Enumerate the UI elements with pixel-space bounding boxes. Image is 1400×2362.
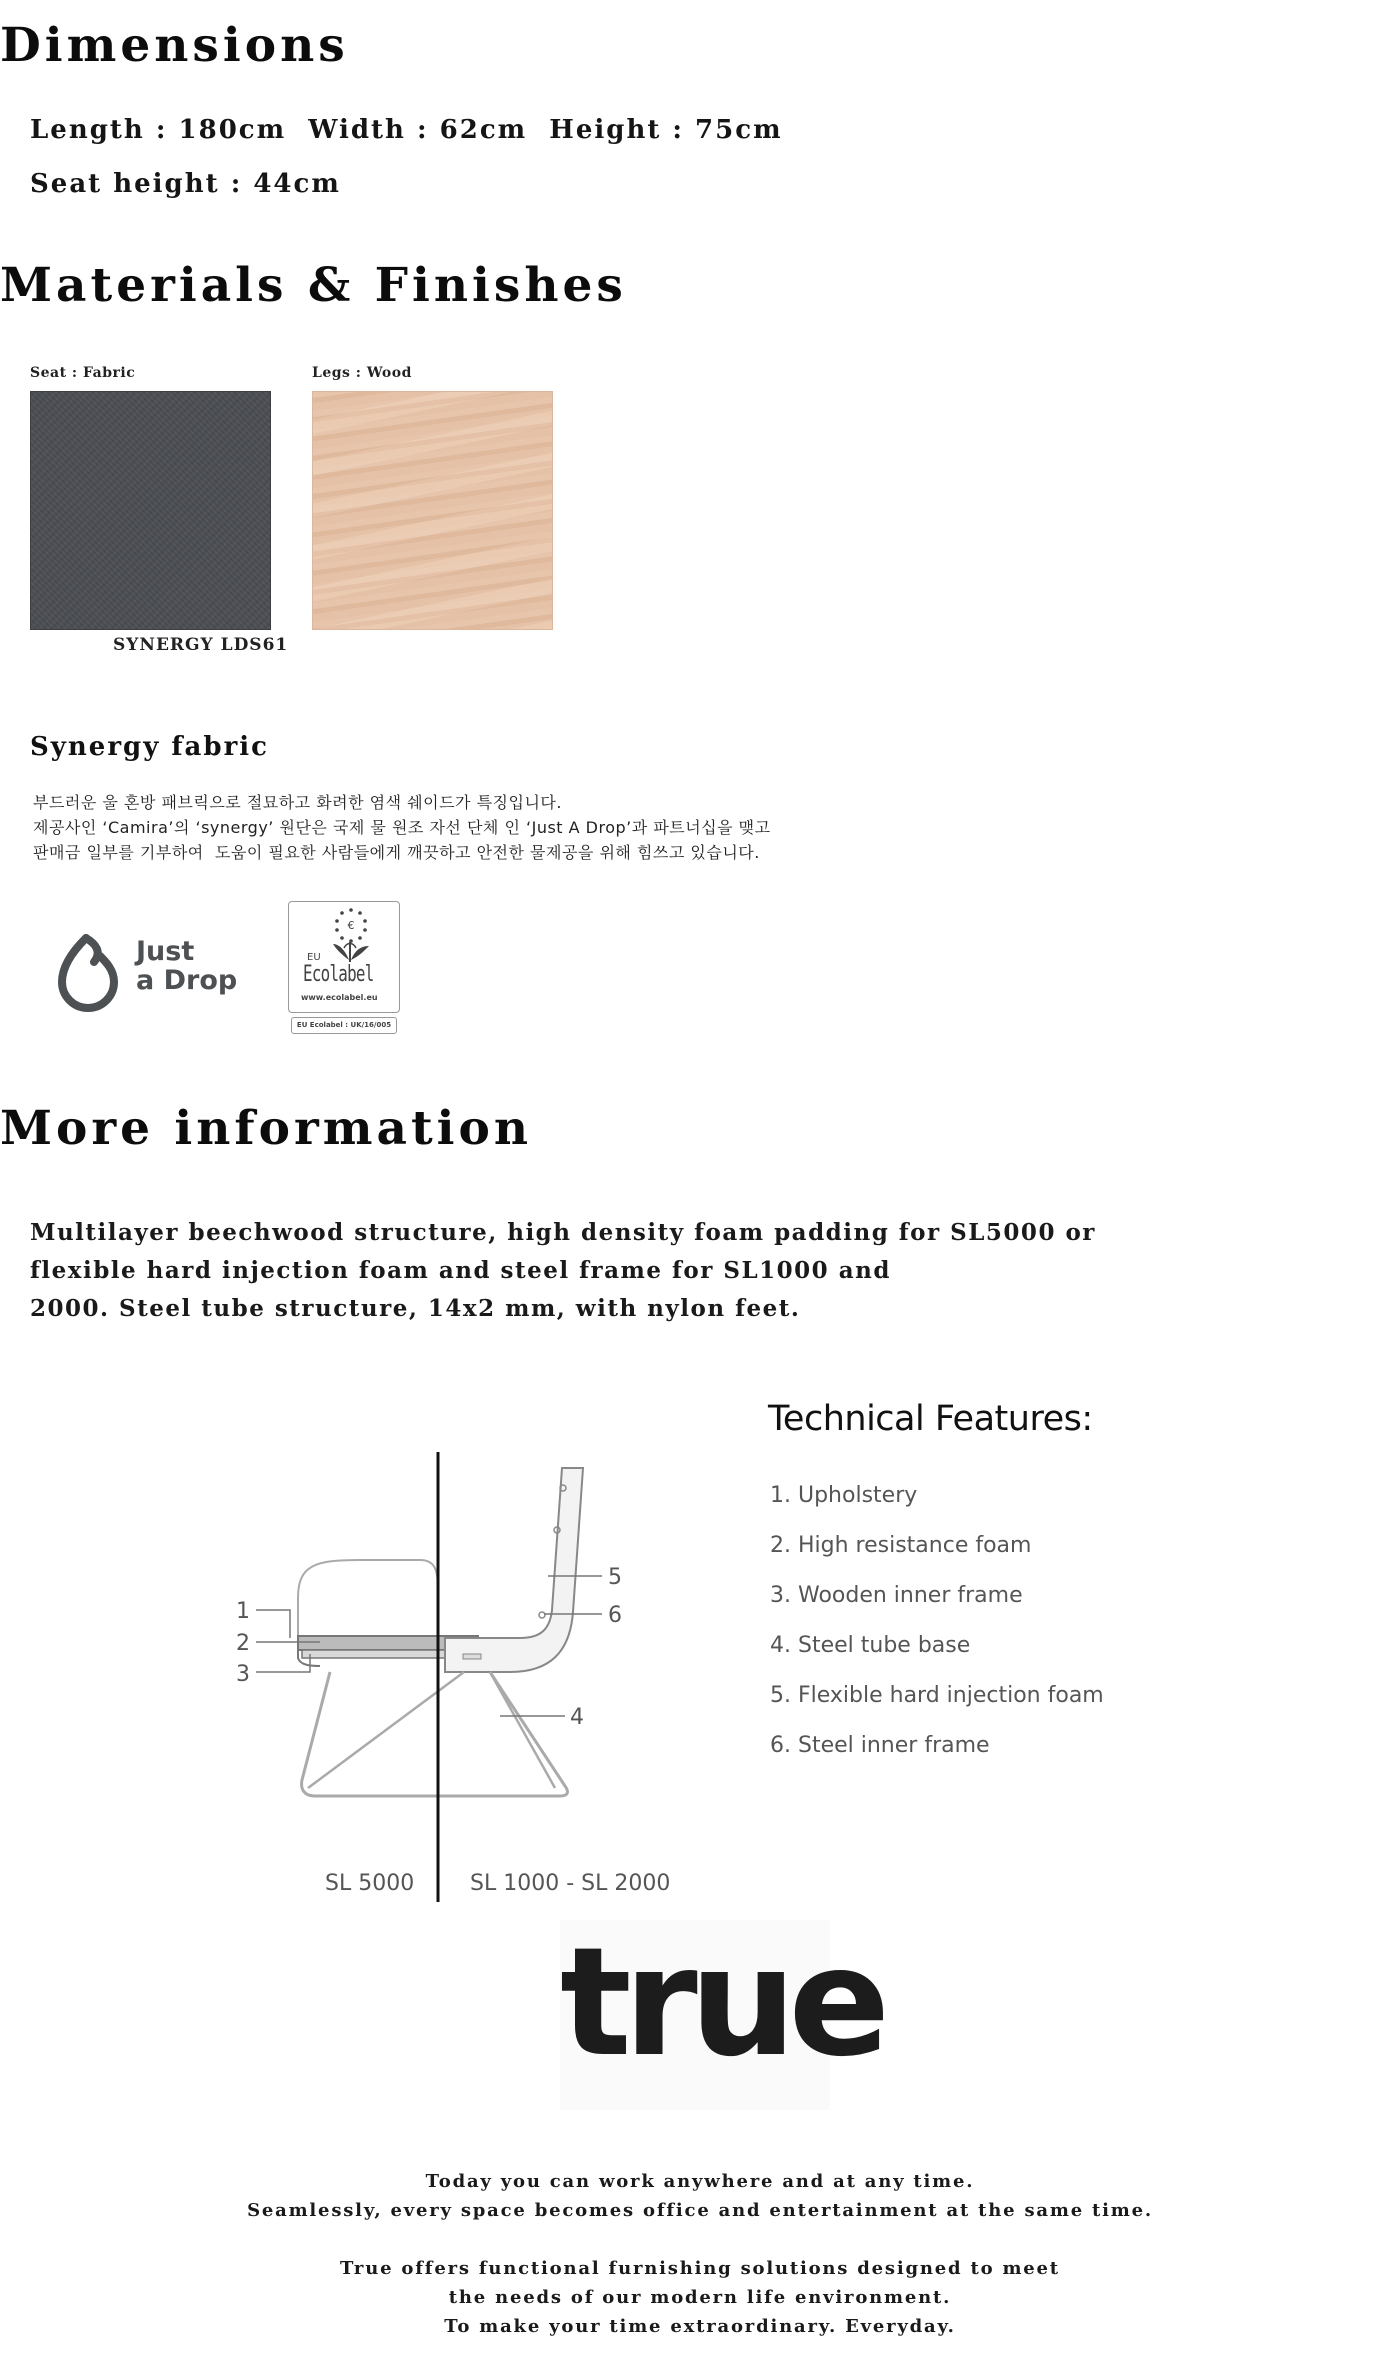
diagram-label-1: 1 (236, 1599, 250, 1624)
feature-item: 3. Wooden inner frame (770, 1583, 1023, 1608)
diagram-label-2: 2 (236, 1631, 250, 1656)
synergy-title: Synergy fabric (30, 732, 269, 762)
model-sl5000: SL 5000 (325, 1871, 415, 1896)
feature-item: 2. High resistance foam (770, 1533, 1032, 1558)
more-information-heading: More information (0, 1101, 533, 1156)
seat-material-label: Seat : Fabric (30, 365, 136, 381)
water-drop-icon (56, 932, 126, 1012)
more-information-text (30, 1214, 1096, 1328)
synergy-line-3: 판매금 일부를 기부하여 도움이 필요한 사람들에게 깨끗하고 안전한 물제공을 위해 힘쓰고 있습니다. (33, 843, 760, 862)
diagram-label-5: 5 (608, 1565, 622, 1590)
sl5000-backrest-outline (298, 1560, 360, 1640)
just-a-drop-line-1: Just (136, 936, 195, 967)
dimensions-heading: Dimensions (0, 18, 349, 73)
just-a-drop-line-2: a Drop (136, 965, 238, 996)
dimensions-seat-height: Seat height : 44cm (30, 169, 341, 199)
materials-heading: Materials & Finishes (0, 258, 627, 313)
just-a-drop-logo (56, 932, 246, 1012)
feature-item: 5. Flexible hard injection foam (770, 1683, 1104, 1708)
ecolabel-eu: EU (307, 952, 321, 963)
tagline-spacer (0, 2225, 1400, 2254)
fabric-swatch (30, 391, 271, 630)
synergy-line-1: 부드러운 울 혼방 패브릭으로 절묘하고 화려한 염색 쉐이드가 특징입니다. (33, 793, 562, 812)
diagram-label-6: 6 (608, 1603, 622, 1628)
feature-item: 4. Steel tube base (770, 1633, 971, 1658)
diagram-label-4: 4 (570, 1705, 584, 1730)
chair-technical-diagram (220, 1440, 700, 1910)
technical-features-list (770, 1485, 1104, 1785)
ecolabel-name: Ecolabel (303, 962, 374, 987)
fabric-code: SYNERGY LDS61 (113, 635, 289, 655)
legs-material-label: Legs : Wood (312, 365, 412, 381)
synergy-description (33, 790, 771, 865)
sl1000-shell (445, 1468, 583, 1672)
more-info-line-2: flexible hard injection foam and steel frame for SL1000 and (30, 1257, 891, 1284)
tagline-line-2: Seamlessly, every space becomes office and entertainment at the same time. (247, 2200, 1153, 2221)
steel-tube-base (302, 1672, 568, 1796)
model-sl1000-2000: SL 1000 - SL 2000 (470, 1871, 671, 1896)
technical-features-title: Technical Features: (768, 1399, 1093, 1439)
eu-ecolabel-logo (288, 901, 400, 1034)
ecolabel-code: EU Ecolabel : UK/16/005 (291, 1017, 397, 1034)
tagline-line-6: To make your time extraordinary. Everyday. (444, 2316, 956, 2337)
tagline-line-1: Today you can work anywhere and at any time. (425, 2171, 975, 2192)
synergy-line-2: 제공사인 ‘Camira’의 ‘synergy’ 원단은 국제 물 원조 자선 단체 인 ‘Just A Drop’과 파트너십을 맺고 (33, 818, 771, 837)
more-info-line-3: 2000. Steel tube structure, 14x2 mm, with nylon feet. (30, 1295, 801, 1322)
brand-logo-box (560, 1916, 883, 2110)
tagline (0, 2167, 1400, 2341)
tagline-line-5: the needs of our modern life environment. (448, 2287, 952, 2308)
ecolabel-url: www.ecolabel.eu (301, 993, 378, 1002)
dimensions-size-line: Length : 180cm Width : 62cm Height : 75cm (30, 115, 783, 145)
svg-text:€: € (347, 919, 355, 932)
more-info-line-1: Multilayer beechwood structure, high density foam padding for SL5000 or (30, 1219, 1096, 1246)
brand-logo: true (560, 1916, 883, 2090)
wood-swatch (312, 391, 553, 630)
feature-item: 6. Steel inner frame (770, 1733, 990, 1758)
feature-item: 1. Upholstery (770, 1483, 918, 1508)
diagram-label-3: 3 (236, 1662, 250, 1687)
tagline-line-4: True offers functional furnishing solutions designed to meet (340, 2258, 1060, 2279)
